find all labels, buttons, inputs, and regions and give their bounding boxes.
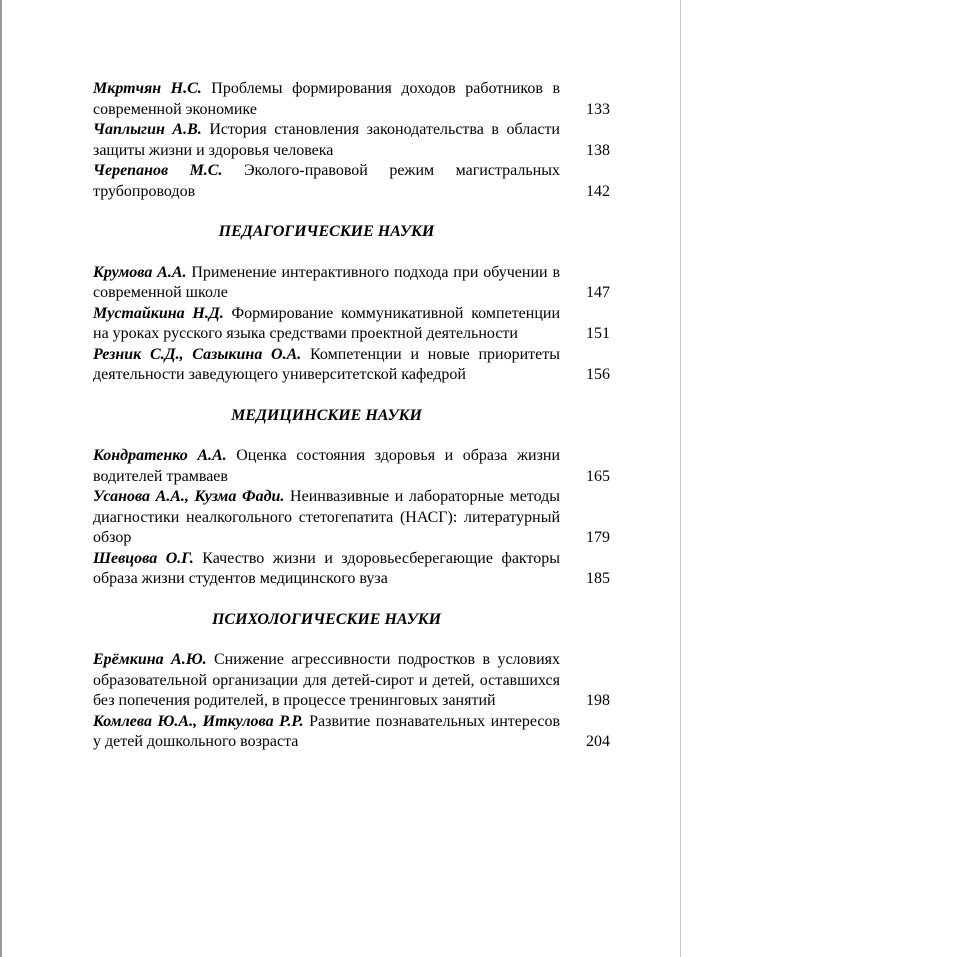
- entry-page-number: 147: [586, 284, 610, 301]
- entry-title: Формирование коммуникативной компетенции на уроках русского языка средствами проектной деятельности: [93, 304, 561, 342]
- entry-authors: Кондратенко А.А.: [93, 447, 227, 464]
- toc-entry[interactable]: [93, 79, 610, 120]
- toc-entry[interactable]: [93, 487, 610, 549]
- entry-authors: Черепанов М.С.: [93, 162, 223, 179]
- entry-authors: Мкртчян Н.С.: [93, 80, 202, 97]
- section-heading: МЕДИЦИНСКИЕ НАУКИ: [231, 406, 422, 424]
- toc-entry[interactable]: [93, 263, 610, 304]
- entry-title: История становления законодательства в области защиты жизни и здоровья человека: [93, 121, 560, 159]
- entry-authors: Усанова А.А., Кузма Фади.: [93, 488, 285, 505]
- entry-title: Качество жизни и здоровьесберегающие факторы образа жизни студентов медицинского вуза: [93, 549, 561, 587]
- entry-page-number: 133: [586, 100, 610, 118]
- toc-entry[interactable]: [93, 120, 610, 161]
- entry-text: [93, 79, 560, 120]
- entry-title: Компетенции и новые приоритеты деятельности заведующего университетской кафедрой: [93, 345, 561, 383]
- toc-entry[interactable]: [93, 161, 610, 202]
- entry-page-number: 179: [586, 529, 610, 546]
- section-heading: ПЕДАГОГИЧЕСКИЕ НАУКИ: [218, 223, 435, 240]
- entry-page-number: 142: [586, 182, 610, 200]
- entry-text: [93, 549, 560, 590]
- entry-page-number: 138: [586, 141, 610, 159]
- table-of-contents: [93, 79, 610, 753]
- entry-text: [93, 120, 560, 161]
- entry-page-number: 165: [586, 467, 610, 485]
- entry-page-number: 204: [586, 733, 610, 750]
- toc-entry[interactable]: [93, 345, 610, 386]
- entry-authors: Шевцова О.Г.: [93, 549, 194, 567]
- entry-authors: Мустайкина Н.Д.: [93, 304, 224, 322]
- entry-page-number: 198: [586, 692, 610, 709]
- entry-authors: Чаплыгин А.В.: [93, 121, 202, 138]
- toc-entry[interactable]: [93, 712, 610, 753]
- entry-page-number: 156: [586, 366, 610, 383]
- entry-title: Применение интерактивного подхода при обучении в современной школе: [93, 263, 560, 301]
- entry-authors: Крумова А.А.: [93, 263, 187, 281]
- toc-entry[interactable]: [93, 549, 610, 590]
- entry-text: [93, 161, 560, 202]
- entry-authors: Резник С.Д., Сазыкина О.А.: [93, 345, 302, 363]
- entry-text: [93, 304, 560, 345]
- toc-entry[interactable]: [93, 446, 610, 487]
- entry-text: [93, 345, 560, 386]
- entry-title: Снижение агрессивности подростков в условиях образовательной организации для детей-сирот и детей, оставшихся без попечения родителей, в процессе тренинговых занятий: [93, 651, 561, 709]
- document-page: [2, 0, 680, 957]
- entry-text: [93, 650, 560, 712]
- entry-text: [93, 263, 560, 304]
- section-heading: ПСИХОЛОГИЧЕСКИЕ НАУКИ: [211, 610, 442, 628]
- toc-entry[interactable]: [93, 650, 610, 712]
- entry-page-number: 151: [586, 325, 610, 342]
- entry-text: [93, 487, 560, 549]
- entry-authors: Ерёмкина А.Ю.: [93, 651, 207, 668]
- entry-title: Неинвазивные и лабораторные методы диагностики неалкогольного стетогепатита (НАСГ): литературный обзор: [93, 488, 561, 546]
- entry-title: Развитие познавательных интересов у детей дошкольного возраста: [93, 712, 561, 750]
- toc-entry[interactable]: [93, 304, 610, 345]
- entry-text: [93, 712, 560, 753]
- entry-text: [93, 446, 560, 487]
- entry-title: Проблемы формирования доходов работников в современной экономике: [93, 80, 560, 118]
- viewer-background: [681, 0, 957, 957]
- entry-page-number: 185: [586, 570, 610, 587]
- entry-authors: Комлева Ю.А., Иткулова Р.Р.: [93, 712, 304, 730]
- entry-title: Оценка состояния здоровья и образа жизни водителей трамваев: [93, 447, 561, 485]
- entry-title: Эколого-правовой режим магистральных трубопроводов: [93, 162, 560, 200]
